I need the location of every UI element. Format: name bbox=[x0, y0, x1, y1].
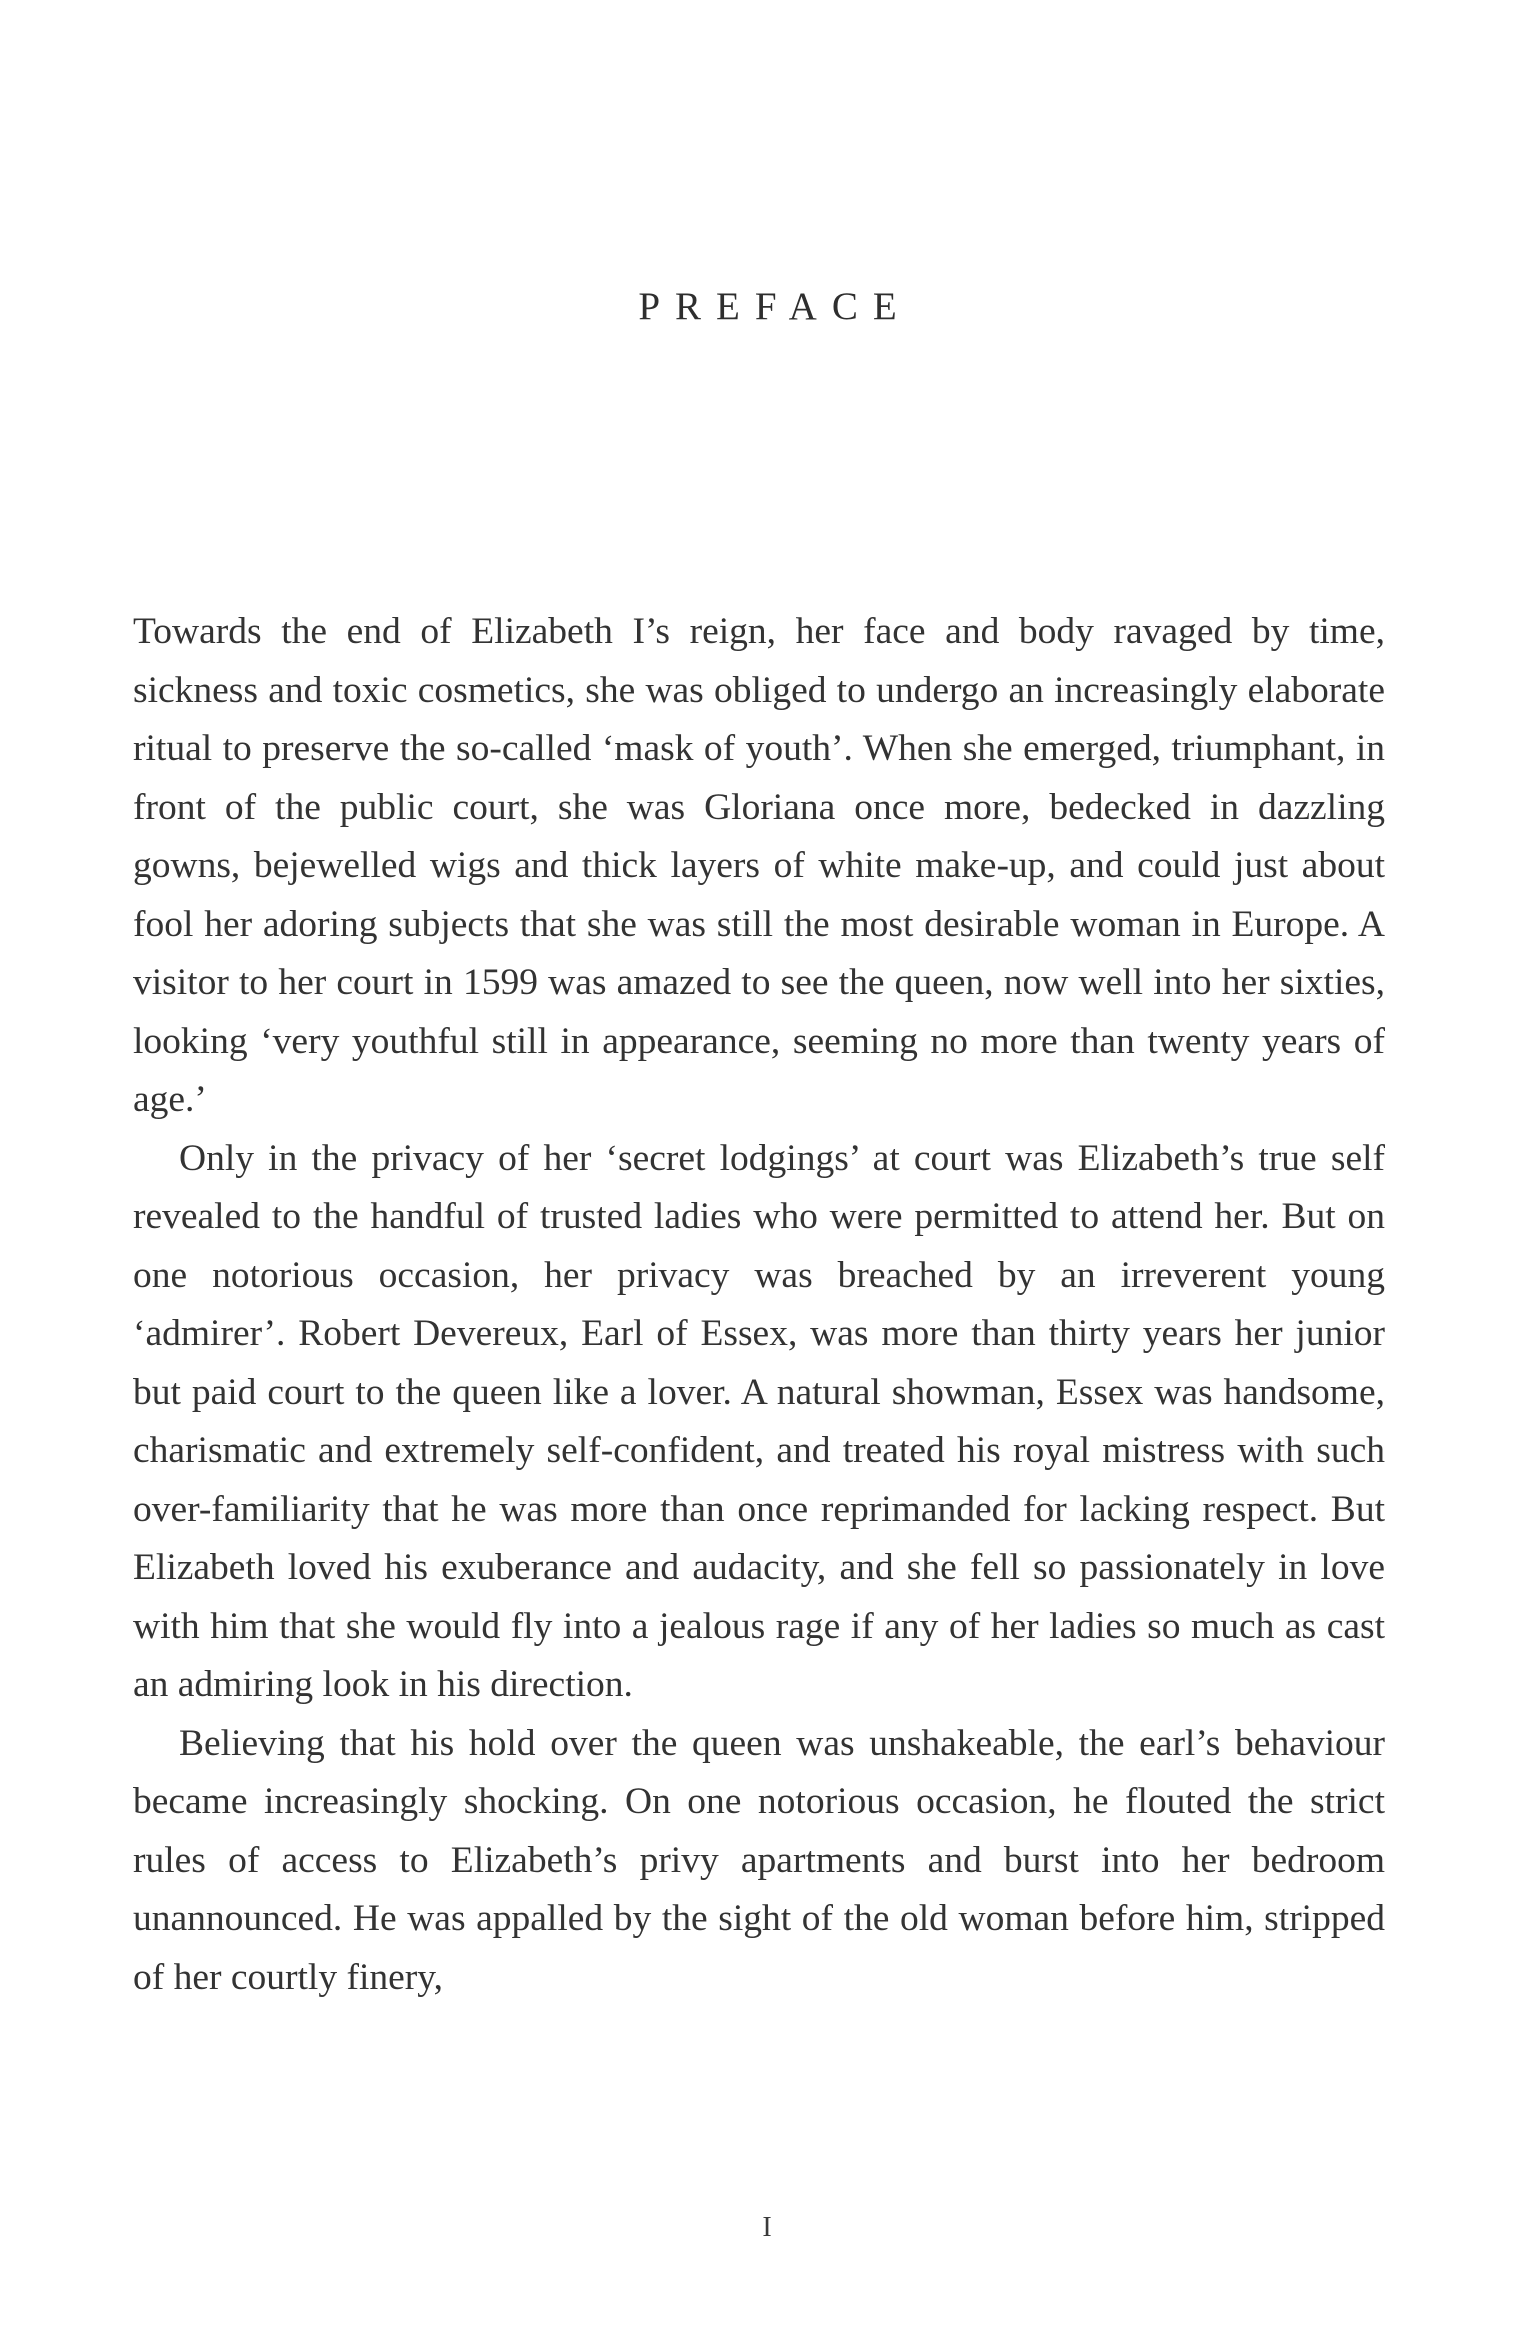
paragraph-2: Only in the privacy of her ‘secret lodgings’ at court was Elizabeth’s true self revealed to the handful of trusted ladies who were permitted to attend her. But on one notorious occasion, her privacy was breached by an irreverent young ‘admirer’. Robert Devereux, Earl of Essex, was more than thirty years her junior but paid court to the queen like a lover. A natural showman, Essex was handsome, charismatic and extremely self-confident, and treated his royal mistress with such over-familiarity that he was more than once reprimanded for lacking respect. But Elizabeth loved his exuberance and audacity, and she fell so passionately in love with him that she would fly into a jealous rage if any of her ladies so much as cast an admiring look in his direction. bbox=[133, 1137, 1385, 1705]
chapter-title: PREFACE bbox=[638, 285, 912, 328]
paragraph-3: Believing that his hold over the queen was unshakeable, the earl’s behaviour became increasingly shocking. On one notorious occasion, he flouted the strict rules of access to Elizabeth’s privy apartments and burst into her bedroom unannounced. He was appalled by the sight of the old woman before him, stripped of her courtly finery, bbox=[133, 1722, 1385, 1998]
paragraph-1: Towards the end of Elizabeth I’s reign, her face and body ravaged by time, sickness and toxic cosmetics, she was obliged to undergo an increasingly elaborate ritual to preserve the so-called ‘mask of youth’. When she emerged, triumphant, in front of the public court, she was Gloriana once more, bedecked in dazzling gowns, bejewelled wigs and thick layers of white make-up, and could just about fool her adoring subjects that she was still the most desirable woman in Europe. A visitor to her court in 1599 was amazed to see the queen, now well into her sixties, looking ‘very youthful still in appearance, seeming no more than twenty years of age.’ bbox=[133, 611, 1385, 1120]
page-number: I bbox=[762, 2212, 773, 2243]
body-text bbox=[133, 603, 1385, 2007]
